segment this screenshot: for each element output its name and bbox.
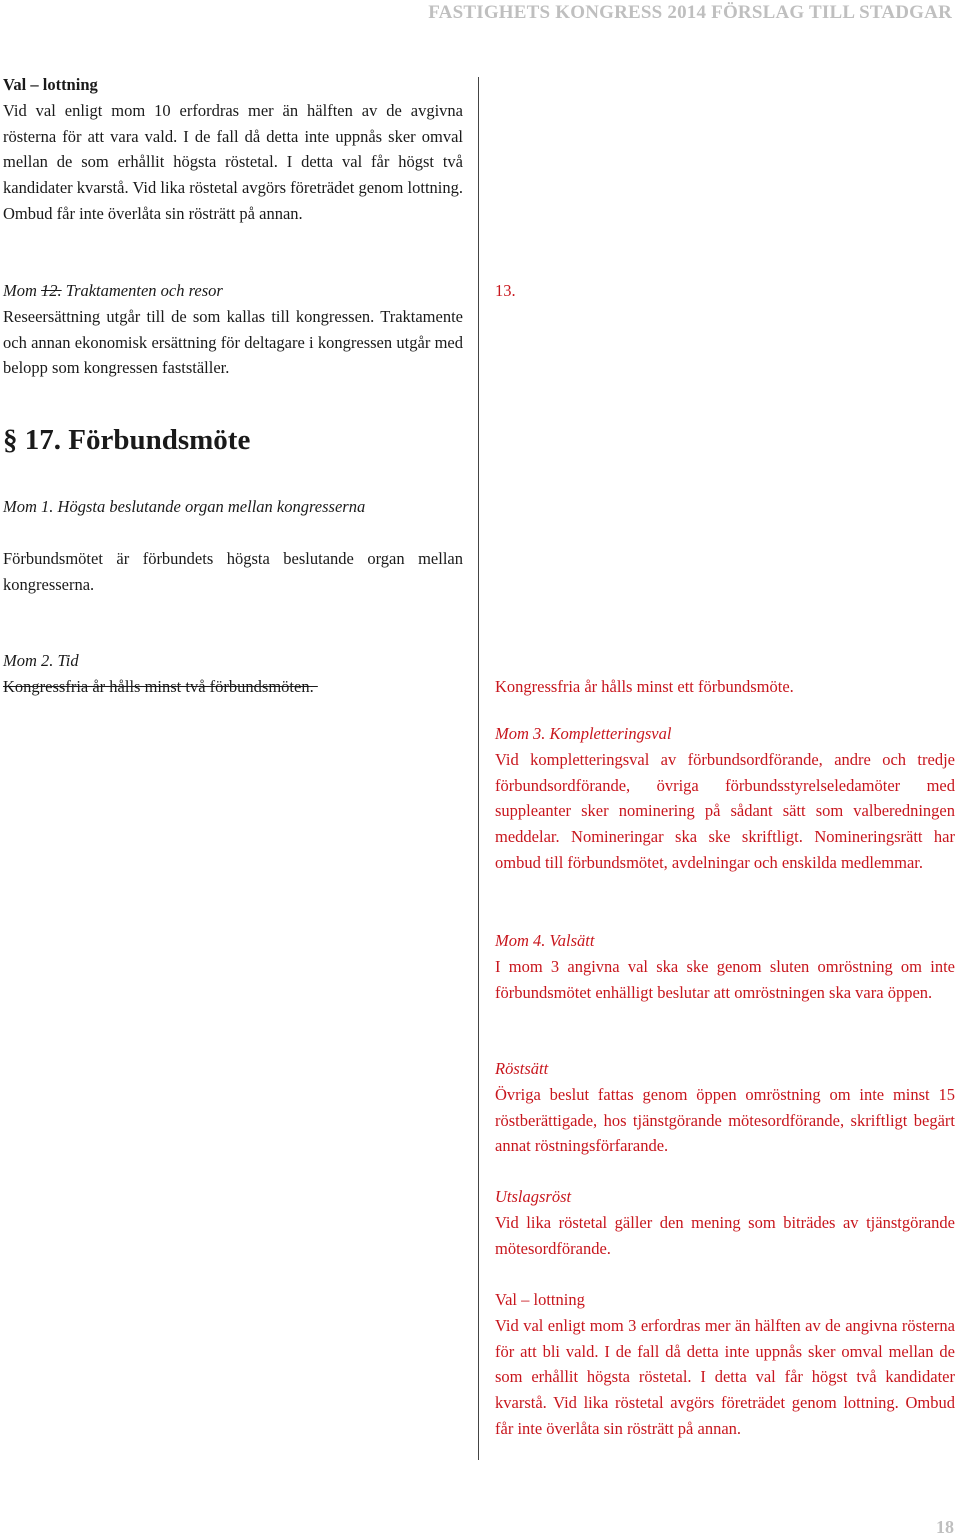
running-header: FASTIGHETS KONGRESS 2014 FÖRSLAG TILL STADGAR bbox=[428, 2, 952, 23]
column-divider bbox=[478, 77, 479, 1460]
mom12-prefix: Mom bbox=[3, 281, 42, 300]
mom4-text: I mom 3 angivna val ska ske genom sluten omröstning om inte förbundsmötet enhälligt beslutar att omröstningen ska vara öppen. bbox=[495, 956, 955, 1002]
rostsatt-heading: Röstsätt bbox=[495, 1059, 549, 1078]
page-number: 18 bbox=[936, 1517, 954, 1537]
right-val-lottning-heading: Val – lottning bbox=[495, 1290, 585, 1309]
left-mom2 bbox=[3, 648, 463, 700]
right-val-lottning bbox=[495, 1287, 955, 1442]
rostsatt-text: Övriga beslut fattas genom öppen omröstning om inte minst 15 röstberättigade, hos tjänstgörande mötesordförande, skriftligt begärt annat röstningsförfarande. bbox=[495, 1084, 955, 1156]
mom4-block bbox=[495, 928, 955, 1005]
mom1-heading: Mom 1. Högsta beslutande organ mellan kongresserna bbox=[3, 497, 366, 516]
mom12-new-number: 13. bbox=[495, 281, 516, 300]
utslagsrost-heading: Utslagsröst bbox=[495, 1187, 572, 1206]
mom2-struck-text: Kongressfria år hålls minst två förbundsmöten. bbox=[3, 676, 318, 696]
utslagsrost-text: Vid lika röstetal gäller den mening som biträdes av tjänstgörande mötesordförande. bbox=[495, 1212, 955, 1258]
section-17-title: § 17. Förbundsmöte bbox=[3, 424, 251, 456]
left-val-lottning bbox=[3, 72, 463, 227]
mom12-text: Reseersättning utgår till de som kallas till kongressen. Traktamente och annan ekonomisk ersättning för deltagare i kongressen utgår med belopp som kongressen fastställer. bbox=[3, 306, 463, 378]
mom4-heading: Mom 4. Valsätt bbox=[495, 931, 595, 950]
mom3-block bbox=[495, 721, 955, 876]
mom1-text: Förbundsmötet är förbundets högsta beslutande organ mellan kongresserna. bbox=[3, 549, 463, 594]
mom3-heading: Mom 3. Kompletteringsval bbox=[495, 724, 672, 743]
left-mom12 bbox=[3, 278, 463, 381]
mom3-text: Vid kompletteringsval av förbundsordförande, andre och tredje förbundsordförande, övriga förbundsstyrelseledamöter med suppleanter sker nominering på sådant sätt som valberedningen meddelar. Nomineringar ska ske skriftligt. Nomineringsrätt har ombud till förbundsmötet, avdelningar och enskilda medlemmar. bbox=[495, 749, 955, 872]
mom2-heading: Mom 2. Tid bbox=[3, 651, 79, 670]
mom12-heading bbox=[3, 278, 463, 304]
utslagsrost-block bbox=[495, 1184, 955, 1261]
mom2-new-text: Kongressfria år hålls minst ett förbundsmöte. bbox=[495, 677, 794, 696]
val-lottning-text: Vid val enligt mom 10 erfordras mer än hälften av de avgivna rösterna för att vara vald. I de fall då detta inte uppnås sker omval mellan de som erhållit högsta röstetal. I detta val får högst två kandidater kvarstå. Vid lika röstetal avgörs företrädet genom lottning. Ombud får inte överlåta sin rösträtt på annan. bbox=[3, 100, 463, 223]
right-val-lottning-text: Vid val enligt mom 3 erfordras mer än hälften av de angivna rösterna för att bli vald. I de fall då detta inte uppnås sker omval mellan de som erhållit högsta röstetal. I detta val får högst två kandidater kvarstå. Vid lika röstetal avgörs företrädet genom lottning. Ombud får inte överlåta sin rösträtt på annan. bbox=[495, 1315, 955, 1438]
val-lottning-heading: Val – lottning bbox=[3, 75, 98, 94]
mom12-struck-number: 12. bbox=[41, 281, 62, 300]
mom12-title: Traktamenten och resor bbox=[61, 281, 223, 300]
rostsatt-block bbox=[495, 1056, 955, 1159]
